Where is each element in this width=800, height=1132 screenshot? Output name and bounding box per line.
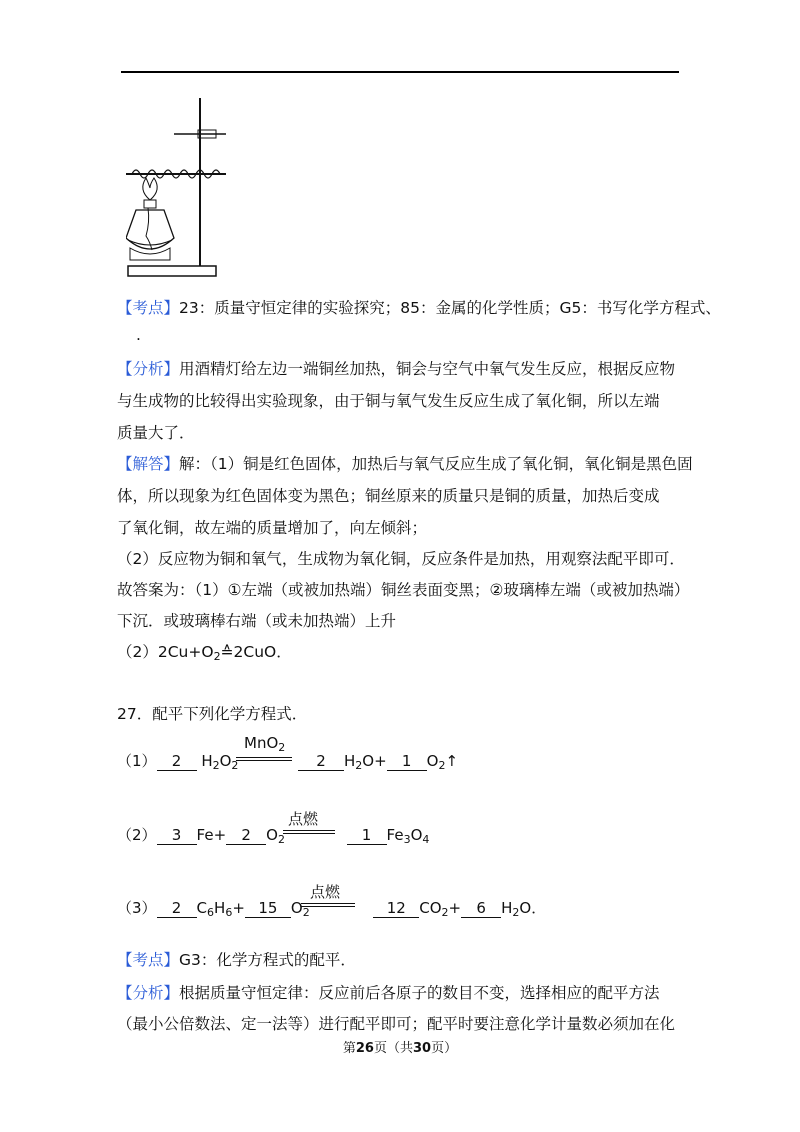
eq2-f2: O [266, 826, 278, 844]
fenxi2-text-2: （最小公倍数法、定一法等）进行配平即可；配平时要注意化学计量数必须加在化 [117, 1015, 676, 1033]
kaodian-line-1 [117, 296, 721, 318]
eq1-f2: H [343, 752, 356, 770]
eq3-condition: 点燃 [310, 883, 341, 901]
eq2-line [117, 824, 429, 846]
eq1-f3b: ↑ [445, 752, 459, 770]
eq3-f1c: + [232, 899, 245, 917]
q27-title: 27．配平下列化学方程式． [117, 705, 308, 723]
eq3-f4b: O． [519, 899, 547, 917]
fenxi-text-1: 用酒精灯给左边一端铜丝加热，铜会与空气中氧气发生反应，根据反应物 [179, 360, 676, 378]
fenxi-tag: 【分析】 [117, 360, 180, 378]
eq2-f3-sub: 3 [403, 833, 411, 846]
eq1-f1-sub: 2 [212, 759, 220, 772]
jieda-text-2: 体，所以现象为红色固体变为黑色；铜丝原来的质量只是铜的质量，加热后变成 [117, 487, 660, 505]
fenxi-line-2 [117, 981, 660, 1003]
eq3-coef-1: 2 [157, 899, 197, 918]
eq2-num: （2） [117, 826, 157, 844]
eq3-f3b: + [448, 899, 462, 917]
fenxi-line-1 [117, 357, 675, 379]
eq1-f3: O [426, 752, 439, 770]
fenxi-tag-2: 【分析】 [117, 984, 180, 1002]
eq1-cond-sub: 2 [278, 741, 286, 754]
jieda-tag: 【解答】 [117, 455, 180, 473]
eq1-f1b: O [219, 752, 232, 770]
header-rule [121, 71, 679, 73]
jieda-text-6: 下沉．或玻璃棒右端（或未加热端）上升 [117, 612, 397, 630]
eq2-f3: Fe [386, 826, 404, 844]
eq1-f3-sub: 2 [438, 759, 446, 772]
apparatus-figure [126, 90, 226, 280]
eq2-condition: 点燃 [288, 810, 319, 828]
eq3-f1: C [196, 899, 208, 917]
eq1-coef-2: 2 [298, 752, 344, 771]
eq3-f4: H [501, 899, 513, 917]
eq1-coef-3: 1 [387, 752, 427, 771]
eq1-coef-1: 2 [157, 752, 197, 771]
eq2-coef-1: 3 [157, 826, 197, 845]
kaodian-text: 23：质量守恒定律的实验探究；85：金属的化学性质；G5：书写化学方程式、 [179, 299, 721, 317]
eq3-f1b-sub: 6 [225, 906, 233, 919]
eq3-f4-sub: 2 [512, 906, 520, 919]
eq1-num: （1） [117, 752, 157, 770]
eq2-f1: Fe+ [196, 826, 227, 844]
eq3-f1-sub: 6 [207, 906, 215, 919]
eq2-coef-3: 1 [347, 826, 387, 845]
jieda-answer-equation [117, 640, 292, 663]
footer-post: 页） [431, 1041, 458, 1056]
jieda-eq-sub: 2 [213, 650, 221, 663]
jieda-text-1: 解：（1）铜是红色固体，加热后与氧气反应生成了氧化铜，氧化铜是黑色固 [179, 455, 693, 473]
eq3-coef-2: 15 [245, 899, 291, 918]
eq2-f2-sub: 2 [277, 833, 285, 846]
eq2-f3b-sub: 4 [422, 833, 430, 846]
eq1-f2-sub: 2 [355, 759, 363, 772]
eq3-num: （3） [117, 899, 157, 917]
eq1-line [117, 750, 458, 772]
eq3-coef-4: 6 [461, 899, 501, 918]
jieda-eq-post: ≙2CuO． [220, 643, 292, 661]
eq3-f3: CO [419, 899, 442, 917]
kaodian-text-2: G3：化学方程式的配平． [179, 951, 356, 969]
kaodian-tag: 【考点】 [117, 299, 180, 317]
jieda-text-3: 了氧化铜，故左端的质量增加了，向左倾斜； [117, 519, 428, 537]
jieda-text-5: 故答案为：（1）①左端（或被加热端）铜丝表面变黑；②玻璃棒左端（或被加热端） [117, 581, 690, 599]
jieda-eq-pre: （2）2Cu+O [117, 643, 214, 661]
eq1-f2b: O+ [362, 752, 387, 770]
eq1-f1: H [201, 752, 213, 770]
eq3-f3-sub: 2 [441, 906, 449, 919]
eq2-coef-2: 2 [226, 826, 266, 845]
eq1-f1b-sub: 2 [231, 759, 239, 772]
kaodian-line-2 [117, 948, 356, 970]
jieda-line-1 [117, 452, 693, 474]
jieda-text-4: （2）反应物为铜和氧气，生成物为氧化铜，反应条件是加热，用观察法配平即可． [117, 550, 685, 568]
footer-pre: 第 [342, 1041, 356, 1056]
page-footer [0, 1037, 800, 1056]
eq3-f1b: H [214, 899, 226, 917]
fenxi2-text-1: 根据质量守恒定律：反应前后各原子的数目不变，选择相应的配平方法 [179, 984, 660, 1002]
eq3-f2-sub: 2 [302, 906, 310, 919]
kaodian-tag-2: 【考点】 [117, 951, 180, 969]
fenxi-text-2: 与生成物的比较得出实验现象，由于铜与氧气发生反应生成了氧化铜，所以左端 [117, 392, 660, 410]
footer-total-pages: 30 [413, 1041, 432, 1056]
eq3-coef-3: 12 [373, 899, 419, 918]
eq3-line [117, 897, 546, 919]
eq3-f2: O [290, 899, 303, 917]
footer-mid: 页（共 [373, 1041, 413, 1056]
footer-page-number: 26 [355, 1041, 374, 1056]
eq1-cond-text: MnO [244, 734, 279, 752]
eq2-f3b: O [410, 826, 423, 844]
kaodian-continuation: . [136, 326, 141, 344]
fenxi-text-3: 质量大了． [117, 424, 195, 442]
